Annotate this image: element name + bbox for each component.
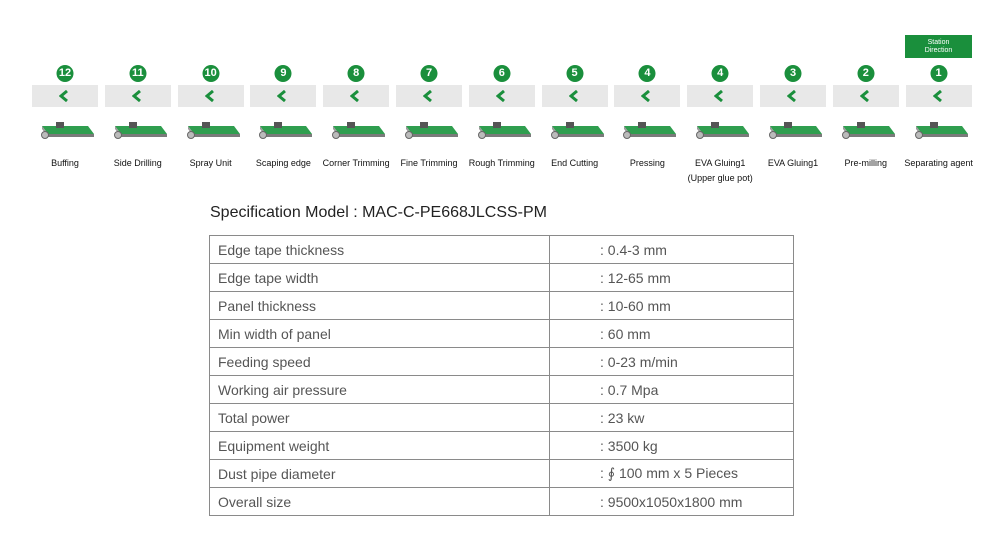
spray-unit-machine-icon [182, 118, 240, 142]
station-10 [687, 64, 753, 194]
station-label [679, 156, 761, 186]
station-label [898, 156, 980, 171]
station-name: Corner Trimming [322, 158, 390, 168]
direction-arrow-box [32, 85, 98, 107]
station-label [170, 156, 252, 171]
station-name: Buffing [51, 158, 79, 168]
station-label [24, 156, 106, 171]
separating-agent-machine-icon [910, 118, 968, 142]
pressing-machine-icon [618, 118, 676, 142]
station-name: Pre-milling [844, 158, 888, 168]
spec-label: Min width of panel [210, 320, 550, 348]
spec-row [210, 264, 794, 292]
spec-label: Total power [210, 404, 550, 432]
station-number-badge: 5 [566, 65, 583, 82]
station-6 [396, 64, 462, 194]
spec-value: : 3500 kg [550, 432, 794, 460]
spec-label: Overall size [210, 488, 550, 516]
spec-label: Panel thickness [210, 292, 550, 320]
chevron-left-icon [714, 90, 724, 102]
station-subname: (Upper glue pot) [687, 173, 753, 183]
spec-row [210, 348, 794, 376]
station-name: Rough Trimming [468, 158, 535, 168]
spec-value: : 0.4-3 mm [550, 236, 794, 264]
spec-value: : ∮ 100 mm x 5 Pieces [550, 460, 794, 488]
station-7 [469, 64, 535, 194]
station-number-badge: 10 [202, 65, 219, 82]
spec-label: Edge tape width [210, 264, 550, 292]
spec-row [210, 320, 794, 348]
station-number-badge: 2 [857, 65, 874, 82]
chevron-left-icon [569, 90, 579, 102]
station-label [461, 156, 543, 171]
spec-label: Edge tape thickness [210, 236, 550, 264]
chevron-left-icon [132, 90, 142, 102]
station-1 [32, 64, 98, 194]
station-number-badge: 8 [348, 65, 365, 82]
station-label [534, 156, 616, 171]
spec-value: : 10-60 mm [550, 292, 794, 320]
spec-table [209, 235, 794, 516]
direction-arrow-box [614, 85, 680, 107]
spec-label: Equipment weight [210, 432, 550, 460]
direction-arrow-box [323, 85, 389, 107]
station-9 [614, 64, 680, 194]
station-12 [833, 64, 899, 194]
fine-trimming-machine-icon [400, 118, 458, 142]
station-number-badge: 4 [639, 65, 656, 82]
spec-value: : 60 mm [550, 320, 794, 348]
station-name: Pressing [629, 158, 665, 168]
spec-title: Specification Model : MAC-C-PE668JLCSS-PM [210, 204, 548, 221]
direction-arrow-box [542, 85, 608, 107]
station-number-badge: 1 [930, 65, 947, 82]
station-name: Separating agent [904, 158, 973, 168]
end-cutting-machine-icon [546, 118, 604, 142]
direction-arrow-box [469, 85, 535, 107]
station-name: EVA Gluing1 [767, 158, 819, 168]
direction-arrow-box [178, 85, 244, 107]
station-13 [906, 64, 972, 194]
chevron-left-icon [423, 90, 433, 102]
spec-row [210, 488, 794, 516]
station-number-badge: 4 [712, 65, 729, 82]
spec-label: Feeding speed [210, 348, 550, 376]
station-2 [105, 64, 171, 194]
station-number-badge: 6 [493, 65, 510, 82]
station-8 [542, 64, 608, 194]
station-strip [32, 64, 972, 194]
direction-arrow-box [760, 85, 826, 107]
spec-value: : 0-23 m/min [550, 348, 794, 376]
spec-row [210, 376, 794, 404]
station-label [242, 156, 324, 171]
station-number-badge: 11 [129, 65, 146, 82]
spec-label: Working air pressure [210, 376, 550, 404]
spec-row [210, 404, 794, 432]
station-label [388, 156, 470, 171]
chevron-left-icon [496, 90, 506, 102]
direction-line-1: Station [927, 38, 950, 46]
spec-value: : 12-65 mm [550, 264, 794, 292]
station-4 [250, 64, 316, 194]
spec-row [210, 236, 794, 264]
eva-gluing-upper-pot-machine-icon [691, 118, 749, 142]
chevron-left-icon [350, 90, 360, 102]
station-3 [178, 64, 244, 194]
spec-row [210, 432, 794, 460]
buffing-machine-icon [36, 118, 94, 142]
chevron-left-icon [277, 90, 287, 102]
station-label [606, 156, 688, 171]
station-label [97, 156, 179, 171]
chevron-left-icon [860, 90, 870, 102]
station-name: Fine Trimming [400, 158, 458, 168]
station-number-badge: 12 [57, 65, 74, 82]
pre-milling-machine-icon [837, 118, 895, 142]
direction-arrow-box [250, 85, 316, 107]
direction-arrow-box [687, 85, 753, 107]
direction-line-2: Direction [924, 46, 953, 54]
station-name: Spray Unit [189, 158, 232, 168]
direction-arrow-box [396, 85, 462, 107]
chevron-left-icon [641, 90, 651, 102]
direction-arrow-box [833, 85, 899, 107]
direction-arrow-box [906, 85, 972, 107]
spec-value: : 9500x1050x1800 mm [550, 488, 794, 516]
chevron-left-icon [59, 90, 69, 102]
station-label [315, 156, 397, 171]
station-direction-badge [905, 35, 972, 58]
scraping-edge-machine-icon [254, 118, 312, 142]
spec-value: : 23 kw [550, 404, 794, 432]
station-name: End Cutting [551, 158, 599, 168]
chevron-left-icon [933, 90, 943, 102]
spec-row [210, 460, 794, 488]
side-drilling-machine-icon [109, 118, 167, 142]
chevron-left-icon [787, 90, 797, 102]
station-11 [760, 64, 826, 194]
station-5 [323, 64, 389, 194]
corner-trimming-machine-icon [327, 118, 385, 142]
rough-trimming-machine-icon [473, 118, 531, 142]
spec-row [210, 292, 794, 320]
chevron-left-icon [205, 90, 215, 102]
direction-arrow-box [105, 85, 171, 107]
spec-value: : 0.7 Mpa [550, 376, 794, 404]
station-number-badge: 7 [421, 65, 438, 82]
station-label [825, 156, 907, 171]
station-name: Side Drilling [113, 158, 162, 168]
spec-label: Dust pipe diameter [210, 460, 550, 488]
station-name: Scaping edge [255, 158, 311, 168]
station-number-badge: 9 [275, 65, 292, 82]
station-label [752, 156, 834, 171]
station-name: EVA Gluing1 [695, 158, 746, 168]
station-number-badge: 3 [785, 65, 802, 82]
eva-gluing-machine-icon [764, 118, 822, 142]
